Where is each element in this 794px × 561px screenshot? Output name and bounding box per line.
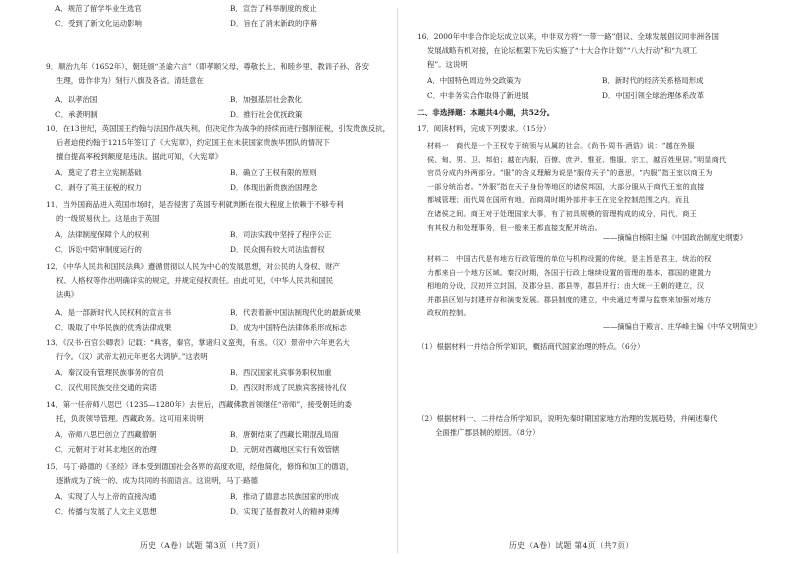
- question-11: [46, 198, 344, 226]
- option-c: C．诉讼中陪审制度运行的: [55, 245, 142, 254]
- option-d: D．实现了基督教对人的精神束缚: [230, 507, 340, 516]
- material-2-source: ——摘编自于殿言、庄华峰主编《中华文明简史》: [603, 322, 762, 331]
- question-15: [46, 460, 353, 488]
- material-line: 一部分统治者。“外服”指在天子身份等地区的诸侯邦国，大部分服从于商代王室的直接: [427, 181, 705, 191]
- question-line: 9．顺治九年（1652年），朝廷颁“圣谕六言”（即孝顺父母、尊敬长上、和睦乡里、教训子孙、各安: [46, 62, 369, 71]
- option-d: D．成为中国特色法律体系形成标志: [230, 323, 347, 332]
- option-b: B．司法实践中坚持了程序公正: [230, 230, 332, 239]
- question-line: 11．当外国商品进入英国市场时，是否侵害了英国专利就判断在很大程度上依赖于不够专利: [46, 200, 344, 209]
- option-b: B．代表着新中国法制现代化的最新成果: [230, 308, 362, 317]
- question-14: [46, 398, 352, 426]
- option-b: B．西汉国家礼宾事务职权加重: [230, 368, 332, 377]
- material-line: 在诸侯之间。商王对于处理国家大事，有了初具规模的管理构成的成分，同代，商王: [427, 208, 697, 218]
- option-b: B．宣告了科举制度的废止: [230, 4, 317, 13]
- option-c: C．元朝对于对其北地区的治理: [55, 445, 157, 454]
- question-17-title: 17．阅读材料，完成下列要求。（15分）: [417, 124, 551, 133]
- question-line: 法典》: [56, 290, 79, 299]
- question-line: 15．马丁·路德的《圣经》译本受到德国社会各界的高度欢迎，经他简化，修饰和加工的德语，: [46, 462, 354, 471]
- option-c: C．汉代用民族交往交通的宾诺: [55, 383, 157, 392]
- option-a: A．规范了留学毕业生选官: [55, 4, 142, 13]
- question-line: 13．《汉书·百官公卿表》记载：“典客，秦官，掌诸归义蛮夷，有丞。（汉）景帝中六年更名大: [46, 338, 350, 347]
- question-line: 生理，毋作非为）刻行八旗及各省。清廷意在: [56, 76, 204, 85]
- option-b: B．新时代的经济关系格局形成: [602, 76, 704, 85]
- sub-question-1: （1）根据材料一并结合所学知识，概括商代国家治理的特点。（6分）: [417, 342, 645, 351]
- question-line: 的一级贸易伙上。这是由于英国: [56, 214, 160, 223]
- option-a: A．以孝治国: [55, 95, 98, 104]
- question-line: 后者迫使约翰于1215年签订了《大宪章》，约定国王在未获国家贵族毕团队的情况下: [56, 138, 330, 147]
- question-line: 发展战略有机对接，在论坛框架下先后实施了“十大合作计划”“八大行动”和“九项工: [427, 46, 698, 55]
- question-13: [46, 336, 350, 364]
- material-line: 材料一 商代是一个王权专于统领与从属的社会。《尚书·周书·酒诰》说：“越在外服: [427, 141, 695, 150]
- option-d: D．元朝对西藏地区实行有效管辖: [230, 445, 340, 454]
- option-d: D．旨在了消末新政的序幕: [230, 19, 318, 28]
- page-footer: 历史（A卷）试题 第4页（共7页）: [509, 541, 634, 550]
- question-line: 托，负责领导管理。西藏政务。这可用来说明: [56, 414, 204, 423]
- material-line: 官员分成内外两部分。“服”的含义理解为说是“服侍天子”的意思，“内服”指王室以商王为: [427, 168, 713, 178]
- question-12: [46, 260, 340, 302]
- material-line: 政权的控制。: [427, 308, 471, 318]
- question-line: 14．第一任帝师八思巴（1235—1280年）去世后，西藏佛教首领继任“帝师”，接受朝廷的委: [46, 400, 352, 409]
- question-line: 擅自提高率税到额度是违法。据此可知，《大宪章》: [56, 152, 223, 161]
- material-1-source: ——摘编自杨阳主编《中国政治制度史纲要》: [603, 233, 747, 242]
- option-a: A．奠定了君主立宪制基础: [55, 168, 142, 177]
- option-c: C．剥夺了英王征税的权力: [55, 183, 142, 192]
- question-line: 行令。（汉）武帝太初元年更名大鸿胪。”这表明: [56, 352, 208, 361]
- option-d: D．民众拥有较大司法监督权: [230, 245, 325, 254]
- material-2: [427, 252, 711, 320]
- material-1: [427, 139, 726, 234]
- option-a: A．帝师八思巴创立了西藏僧朝: [55, 430, 157, 439]
- question-line: 16．2000年中非合作论坛成立以来，中非双方将“一带一路”倡议、全球发展倡议同非洲各国: [417, 32, 719, 41]
- option-d: D．西汉时形成了民族宾客接待礼仪: [230, 383, 347, 392]
- question-line: 12．《中华人民共和国民法典》遵循贯彻以人民为中心的发展思想，对公民的人身权、财产: [46, 262, 340, 271]
- option-b: B．推动了德意志民族国家的形成: [230, 492, 339, 501]
- option-a: A．是一部新时代人民权利的宣言书: [55, 308, 172, 317]
- material-line: 并郡县区划与封建并存和演变发展。郡县制度的建立，中央通过考课与监察来加强对地方: [427, 294, 712, 304]
- option-b: B．确立了王权有限的原则: [230, 168, 317, 177]
- option-c: C．受到了新文化运动影响: [55, 19, 142, 28]
- option-b: B．加强基层社会教化: [230, 95, 302, 104]
- question-line: 权、人格权等作出明确详实的规定，并规定侵权责任。由此可见，《中华人民共和国民: [56, 276, 334, 285]
- option-d: D．体现出新贵族治国理念: [230, 183, 318, 192]
- option-d: D．中国引领全球治理体系改革: [602, 91, 705, 100]
- question-line: 逐渐成为了统一的、成为共同的书面语言。这说明，马丁·路德: [56, 476, 258, 485]
- option-b: B．唐朝结束了西藏长期混乱局面: [230, 430, 339, 439]
- section-heading: 二、非选择题：本题共4小题，共52分。: [417, 108, 555, 117]
- option-c: C．吸取了中华民族的优秀法律成果: [55, 323, 172, 332]
- option-c: C．承袭明制: [55, 110, 98, 119]
- question-16: [417, 30, 719, 72]
- question-10: [46, 122, 390, 164]
- question-9: [46, 60, 369, 88]
- material-line: 都城管理；而代周在国所有地，而商周时期外部并非王在完全控制范围之内，而且: [427, 195, 690, 205]
- option-a: A．实现了人与上帝的直接沟通: [55, 492, 157, 501]
- question-line: 程”。这说明: [427, 60, 468, 69]
- option-c: C．传播与发展了人文主义思想: [55, 507, 157, 516]
- page-footer: 历史（A卷）试题 第3页（共7页）: [140, 541, 265, 550]
- option-a: A．秦汉设有管理民族事务的官员: [55, 368, 164, 377]
- material-line: 力都来自一个地方区域。秦汉时期，各国于行政上继续设置的管理的基本，郡国的建置力: [427, 267, 712, 277]
- material-line: 相地的分设，汉初并立封国，及郡分县，郡县等，郡县并行；由大统一王朝的建立，汉: [427, 281, 705, 291]
- right-page: [397, 0, 794, 561]
- material-line: 材料二 中国古代是有地方行政管理的单位与机构设置的传统，是主旨是君主，统治的权: [427, 254, 712, 263]
- question-line: （2）根据材料一、二并结合所学知识，说明先秦时期国家地方治理的发展趋势，并阐述秦代: [417, 414, 718, 423]
- question-line: 全面推广郡县制的原因。（8分）: [435, 428, 540, 437]
- option-d: D．推行社会优抚政策: [230, 110, 303, 119]
- material-line: 有其权力和处理事务，但一般来王都直接支配并统治。: [427, 222, 603, 232]
- question-line: 10．在13世纪，英国国王约翰与法国作战失利，但决定作为战争的持续而进行强制征税，引发贵族反抗，: [46, 124, 391, 133]
- option-c: C．中非务实合作取得了新进展: [427, 91, 529, 100]
- option-a: A．中国特色周边外交政策为: [427, 76, 522, 85]
- material-line: 侯、甸、男、卫、邦伯；越在内服，百僚、庶尹、惟亚、惟服、宗工，越百姓里居。”明显商代: [427, 154, 727, 164]
- sub-question-2: [417, 412, 717, 440]
- option-a: A．法律制度保障个人的权利: [55, 230, 150, 239]
